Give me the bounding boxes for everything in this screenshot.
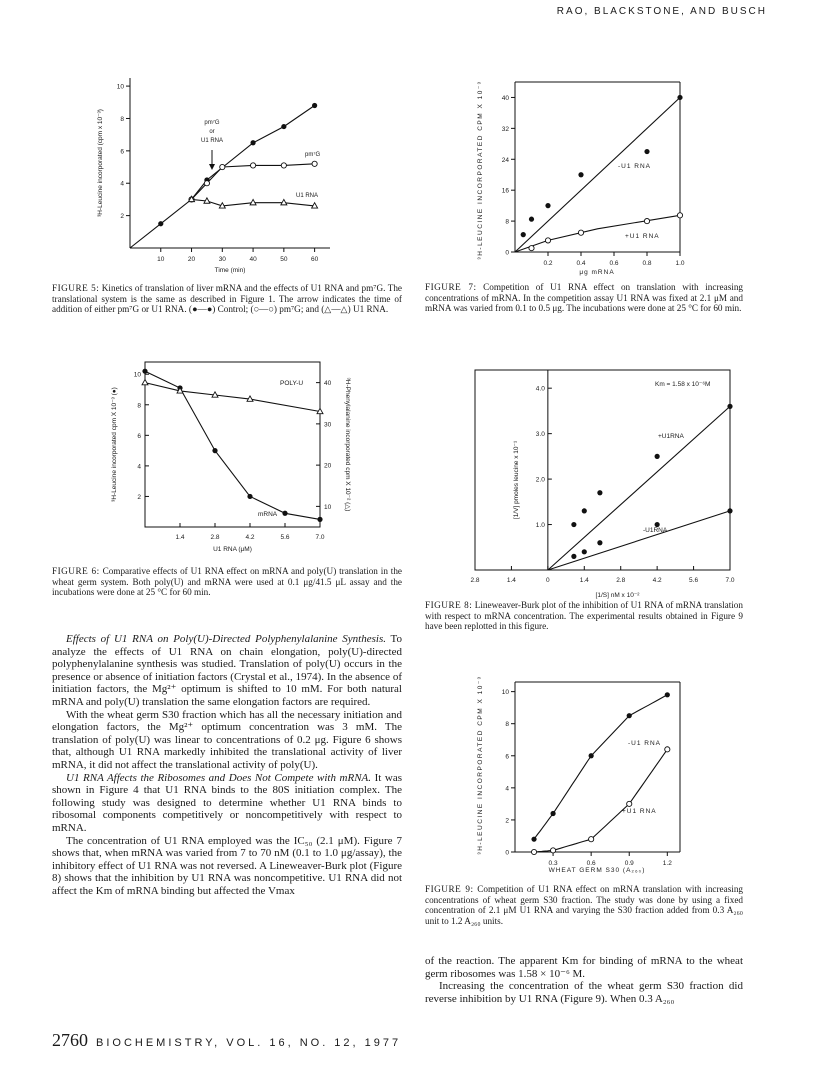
y-tick-label: 24 bbox=[501, 156, 509, 164]
data-point bbox=[317, 517, 322, 522]
y-axis-label: ³H-LEUCINE INCORPORATED CPM X 10⁻³ bbox=[477, 80, 484, 260]
arrow-annotation-label: pm⁷G bbox=[204, 120, 220, 126]
y-tick-label: 4 bbox=[120, 180, 124, 188]
figure-5-caption bbox=[52, 283, 402, 315]
caption-label: FIGURE 6: bbox=[52, 566, 100, 576]
series-label-mrna: mRNA bbox=[258, 511, 278, 518]
figure-8-chart bbox=[455, 360, 740, 600]
y-tick-label-right: 30 bbox=[324, 421, 332, 429]
caption-text: Competition of U1 RNA effect on mRNA translation with increasing concentrations of wheat germ S30 fraction. The study was done by using a fixed concentration of 2.1 μM U1 RNA and varying the S30 fraction added from 0.3 A₂₆₀ unit to 1.2 A₂₆₀ units. bbox=[425, 884, 744, 926]
data-point bbox=[312, 103, 317, 108]
x-tick-label: 4.2 bbox=[245, 534, 255, 541]
data-point bbox=[545, 238, 550, 243]
arrow-head bbox=[209, 164, 215, 170]
data-point bbox=[531, 837, 536, 842]
paragraph bbox=[52, 835, 402, 898]
data-point bbox=[582, 549, 587, 554]
x-tick-label: 0.4 bbox=[576, 260, 586, 267]
arrow-annotation-label: or bbox=[209, 129, 215, 135]
caption-text: Lineweaver-Burk plot of the inhibition of U1 RNA of mRNA translation with respect to mRNA concentration. The experimental results obtained in Figure 9 have been replotted in this figure. bbox=[425, 600, 743, 632]
y-tick-label: 8 bbox=[505, 721, 509, 729]
data-point bbox=[312, 161, 317, 166]
y-tick-label-left: 4 bbox=[137, 463, 141, 471]
series-line bbox=[145, 371, 320, 519]
series-label-plus-u1: +U1 RNA bbox=[625, 233, 660, 240]
y-axis-label-left: ³H-Leucine incorporated cpm X 10⁻³ (●) bbox=[111, 387, 118, 502]
series-label-plus-u1: +U1 RNA bbox=[622, 808, 657, 815]
data-point bbox=[589, 837, 594, 842]
y-tick-label: 3.0 bbox=[535, 431, 545, 439]
y-tick-label-left: 8 bbox=[137, 402, 141, 410]
figure-5 bbox=[90, 58, 350, 278]
y-tick-label: 10 bbox=[116, 83, 124, 91]
x-tick-label: 1.4 bbox=[175, 534, 185, 541]
y-axis-label: ³H-Leucine incorporated (cpm x 10⁻³) bbox=[97, 109, 104, 217]
figure-9 bbox=[470, 660, 710, 880]
figure-6 bbox=[100, 352, 360, 562]
figure-7-chart bbox=[470, 60, 710, 280]
data-point bbox=[521, 232, 526, 237]
right-column-text bbox=[425, 955, 743, 1005]
data-point bbox=[281, 163, 286, 168]
x-tick-label: 20 bbox=[187, 256, 196, 263]
data-point bbox=[727, 404, 732, 409]
paragraph-text: Increasing the concentration of the wheat germ S30 fraction did reverse inhibition by U1 RNA (Figure 9). When 0.3 A₂₆₀ bbox=[425, 980, 743, 1005]
y-tick-label-left: 6 bbox=[137, 432, 141, 440]
x-tick-label: 60 bbox=[310, 256, 319, 263]
x-axis-label: [1/S] nM x 10⁻² bbox=[595, 592, 640, 599]
y-tick-label: 8 bbox=[120, 115, 124, 123]
paragraph bbox=[425, 955, 743, 980]
data-point bbox=[204, 181, 209, 186]
x-tick-label: 5.6 bbox=[280, 534, 290, 541]
paragraph bbox=[52, 772, 402, 835]
y-tick-label: 1.0 bbox=[535, 522, 545, 530]
data-point bbox=[282, 511, 287, 516]
y-tick-label-right: 40 bbox=[324, 380, 332, 388]
caption-label: FIGURE 7: bbox=[425, 282, 477, 292]
data-point bbox=[665, 747, 670, 752]
x-axis-label: WHEAT GERM S30 (A₂₆₀) bbox=[548, 867, 646, 874]
data-point bbox=[597, 490, 602, 495]
figure-9-chart bbox=[470, 660, 710, 880]
section-heading: Effects of U1 RNA on Poly(U)-Directed Polyphenylalanine Synthesis. bbox=[66, 633, 386, 645]
section-heading: U1 RNA Affects the Ribosomes and Does Not Compete with mRNA. bbox=[66, 771, 372, 784]
series-line bbox=[130, 106, 315, 249]
x-tick-label: 2.8 bbox=[470, 577, 480, 584]
x-tick-label: 1.4 bbox=[579, 577, 589, 584]
y-axis-label: ³H-LEUCINE INCORPORATED CPM X 10⁻³ bbox=[477, 675, 484, 855]
data-point bbox=[665, 692, 670, 697]
data-point bbox=[677, 213, 682, 218]
data-point bbox=[644, 218, 649, 223]
data-point bbox=[655, 454, 660, 459]
figure-7-caption bbox=[425, 282, 743, 314]
x-axis-label: Time (min) bbox=[214, 267, 246, 274]
series-line bbox=[534, 695, 667, 839]
x-tick-label: 5.6 bbox=[689, 577, 699, 584]
data-point bbox=[142, 369, 147, 374]
x-tick-label: 0.6 bbox=[609, 260, 619, 267]
y-tick-label: 6 bbox=[120, 148, 124, 156]
x-tick-label: 1.0 bbox=[675, 260, 685, 267]
figure-8 bbox=[455, 360, 740, 600]
data-point bbox=[529, 217, 534, 222]
x-tick-label: 1.4 bbox=[506, 577, 516, 584]
y-tick-label: 16 bbox=[501, 187, 509, 195]
data-point bbox=[545, 203, 550, 208]
caption-text: Kinetics of translation of liver mRNA and the effects of U1 RNA and pm⁷G. The translational system is the same as described in Figure 1. The arrow indicates the time of addition of either pm⁷G or U1 RNA. (●—●) Control; (○—○) pm⁷G; and (△—△) U1 RNA. bbox=[52, 283, 402, 315]
left-column-text bbox=[52, 633, 402, 897]
arrow-annotation-label: U1 RNA bbox=[200, 138, 224, 144]
y-tick-label: 2.0 bbox=[535, 476, 545, 484]
data-point bbox=[571, 522, 576, 527]
data-point bbox=[644, 149, 649, 154]
x-tick-label: 4.2 bbox=[652, 577, 662, 584]
y-tick-label-left: 2 bbox=[137, 493, 141, 501]
series-label-minus-u1: -U1RNA bbox=[643, 527, 668, 534]
data-point bbox=[578, 172, 583, 177]
x-tick-label: 0.3 bbox=[548, 860, 558, 867]
series-line bbox=[548, 406, 730, 570]
figure-9-caption bbox=[425, 884, 743, 926]
series-label-pm7g: pm⁷G bbox=[305, 152, 321, 158]
data-point bbox=[531, 849, 536, 854]
y-tick-label-right: 20 bbox=[324, 462, 332, 470]
y-tick-label: 4.0 bbox=[535, 385, 545, 393]
figure-6-chart bbox=[100, 352, 360, 562]
x-tick-label: 1.2 bbox=[662, 860, 672, 867]
y-tick-label: 2 bbox=[505, 817, 509, 825]
paragraph-text: To analyze the effects of U1 RNA on chain elongation, poly(U)-directed polyphenylalanine synthesis was studied. Translation of poly(U) occurs in the presence or absence of initiation factors (Crystal et al., 1974). In the absence of initiation factors, the Mg²⁺ optimum is shifted to 10 mM. For both natural mRNA and poly(U) translation the same elongation factors are required. bbox=[52, 633, 402, 708]
y-tick-label-left: 10 bbox=[133, 371, 141, 379]
data-point bbox=[597, 540, 602, 545]
data-point bbox=[281, 124, 286, 129]
x-tick-label: 40 bbox=[249, 256, 257, 263]
data-point bbox=[212, 448, 217, 453]
km-annotation: Km = 1.58 x 10⁻⁶M bbox=[655, 381, 711, 388]
x-tick-label: 0.6 bbox=[586, 860, 596, 867]
paragraph-text: The concentration of U1 RNA employed was the IC₅₀ (2.1 μM). Figure 7 shows that, when mRNA was varied from 7 to 70 nM (0.1 to 1.0 μg/assay), the inhibitory effect of U1 RNA was not reversed. A Lineweaver-Burk plot (Figure 8) shows that the inhibition by U1 RNA was noncompetitive. U1 RNA did not affect the Km of mRNA binding but affected the Vmax bbox=[52, 834, 402, 897]
caption-text: Comparative effects of U1 RNA effect on mRNA and poly(U) translation in the wheat germ system. Both poly(U) and mRNA were used at 0.1 μg/41.5 μL assay and the incubations were done at 25 °C for 60 min. bbox=[52, 566, 403, 598]
y-tick-label: 10 bbox=[501, 689, 509, 697]
data-point bbox=[550, 848, 555, 853]
x-tick-label: 2.8 bbox=[616, 577, 626, 584]
x-tick-label: 7.0 bbox=[315, 534, 325, 541]
y-axis-label-right: ³H-Phenylalanine incorporated cpm X 10⁻² (△) bbox=[344, 377, 351, 512]
data-point bbox=[627, 801, 632, 806]
data-point bbox=[571, 554, 576, 559]
data-point bbox=[250, 140, 255, 145]
journal-name: BIOCHEMISTRY, VOL. 16, NO. 12, 1977 bbox=[96, 1037, 402, 1049]
data-point bbox=[677, 95, 682, 100]
y-tick-label: 0 bbox=[505, 849, 509, 857]
x-tick-label: 0 bbox=[546, 577, 550, 584]
data-point bbox=[158, 221, 163, 226]
data-point bbox=[582, 508, 587, 513]
data-point bbox=[727, 508, 732, 513]
paragraph-text: It was shown in Figure 4 that U1 RNA binds to the 80S initiation complex. The following study was designed to determine whether U1 RNA binds to ribosomal components competitively or noncompetitively with respect to mRNA. bbox=[52, 771, 402, 834]
y-tick-label: 40 bbox=[501, 94, 509, 102]
running-head: RAO, BLACKSTONE, AND BUSCH bbox=[556, 6, 767, 17]
page-number: 2760 bbox=[52, 1030, 88, 1050]
series-line bbox=[548, 511, 730, 570]
paragraph bbox=[52, 633, 402, 709]
x-tick-label: 10 bbox=[157, 256, 165, 263]
x-tick-label: 7.0 bbox=[725, 577, 735, 584]
y-tick-label: 8 bbox=[505, 218, 509, 226]
series-label-plus-u1: +U1RNA bbox=[658, 433, 684, 440]
data-point bbox=[550, 811, 555, 816]
data-point bbox=[627, 713, 632, 718]
paragraph bbox=[52, 709, 402, 772]
figure-8-caption bbox=[425, 600, 743, 632]
data-point bbox=[529, 246, 534, 251]
series-label-minus-u1: -U1 RNA bbox=[618, 163, 652, 170]
x-axis-label: U1 RNA (μM) bbox=[213, 546, 252, 553]
y-tick-label: 2 bbox=[120, 213, 124, 221]
data-point bbox=[578, 230, 583, 235]
series-label-minus-u1: -U1 RNA bbox=[628, 740, 662, 747]
x-tick-label: 50 bbox=[280, 256, 288, 263]
y-tick-label-right: 10 bbox=[324, 503, 332, 511]
x-tick-label: 0.2 bbox=[543, 260, 553, 267]
data-point bbox=[589, 753, 594, 758]
paragraph bbox=[425, 980, 743, 1005]
caption-label: FIGURE 9: bbox=[425, 884, 474, 894]
caption-label: FIGURE 8: bbox=[425, 600, 473, 610]
caption-text: Competition of U1 RNA effect on translation with increasing concentrations of mRNA. In the competition assay U1 RNA was fixed at 2.1 μM and mRNA was varied from 0.1 to 0.5 μg. The incubations were done at 25 °C for 60 min. bbox=[425, 282, 744, 314]
paragraph-text: With the wheat germ S30 fraction which has all the necessary initiation and elongation factors, the Mg²⁺ optimum concentration was 3 mM. The translation of poly(U) was linear to concentrations of 0.2 μg. Figure 6 shows that, although U1 RNA markedly inhibited the translational activity of liver mRNA, it did not affect the translational activity of poly(U). bbox=[52, 708, 402, 771]
caption-label: FIGURE 5: bbox=[52, 283, 100, 293]
series-label-u1: U1 RNA bbox=[296, 193, 319, 199]
x-tick-label: 0.9 bbox=[624, 860, 634, 867]
data-point bbox=[142, 379, 148, 384]
y-tick-label: 6 bbox=[505, 753, 509, 761]
figure-6-caption bbox=[52, 566, 402, 598]
figure-5-chart bbox=[90, 58, 350, 278]
x-tick-label: 0.8 bbox=[642, 260, 652, 267]
series-label-polyu: POLY-U bbox=[280, 380, 304, 387]
y-axis-label: [1/V] pmoles leucine x 10⁻¹ bbox=[512, 440, 520, 520]
data-point bbox=[220, 164, 225, 169]
x-tick-label: 30 bbox=[218, 256, 226, 263]
y-tick-label: 0 bbox=[505, 249, 509, 257]
data-point bbox=[250, 163, 255, 168]
figure-7 bbox=[470, 60, 710, 280]
paragraph-text: of the reaction. The apparent Km for binding of mRNA to the wheat germ ribosomes was 1.58 × 10⁻⁶ M. bbox=[425, 955, 743, 980]
y-tick-label: 32 bbox=[501, 125, 509, 133]
page-footer bbox=[52, 1030, 401, 1051]
y-tick-label: 4 bbox=[505, 785, 509, 793]
x-axis-label: μg mRNA bbox=[579, 269, 615, 276]
x-tick-label: 2.8 bbox=[210, 534, 220, 541]
series-line bbox=[534, 749, 667, 852]
data-point bbox=[247, 494, 252, 499]
